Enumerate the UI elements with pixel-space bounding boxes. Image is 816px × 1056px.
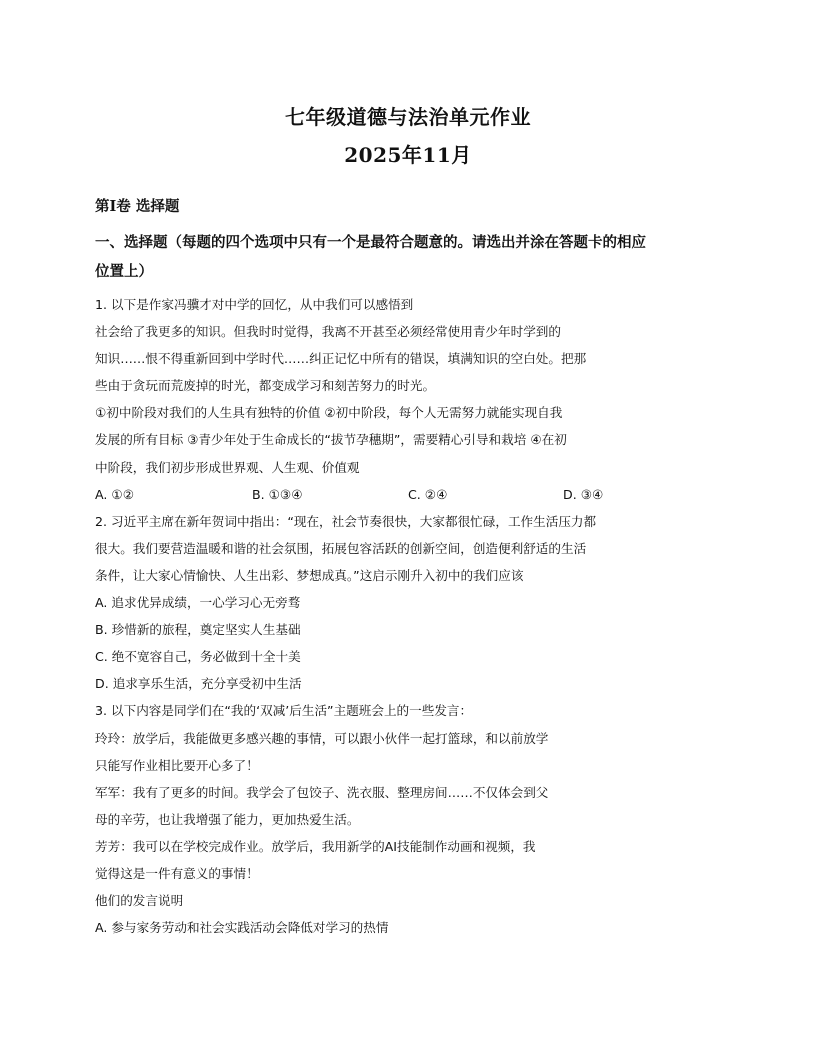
question-2-line: 很大。我们要营造温暖和谐的社会氛围，拓展包容活跃的创新空间，创造便利舒适的生活 xyxy=(95,540,587,556)
question-2-line: 条件，让大家心情愉快、人生出彩、梦想成真。”这启示刚升入初中的我们应该 xyxy=(95,567,524,583)
part-heading: 第Ⅰ卷 选择题 xyxy=(95,198,180,215)
option-c: C. 绝不宽容自己，务必做到十全十美 xyxy=(95,649,301,665)
questions-body xyxy=(95,291,735,941)
question-3-line: 军军：我有了更多的时间。我学会了包饺子、洗衣服、整理房间……不仅体会到父 xyxy=(95,784,549,800)
question-1-line: 发展的所有目标 ③青少年处于生命成长的“拔节孕穗期”，需要精心引导和栽培 ④在初 xyxy=(95,432,567,448)
question-3-line: 3. 以下内容是同学们在“我的‘双减’后生活”主题班会上的一些发言： xyxy=(95,703,473,719)
option-a: A. ①② xyxy=(95,486,134,502)
question-1-line: 社会给了我更多的知识。但我时时觉得，我离不开甚至必须经常使用青少年时学到的 xyxy=(95,324,561,340)
question-1-line: 1. 以下是作家冯骥才对中学的回忆，从中我们可以感悟到 xyxy=(95,297,414,312)
question-1-line: 些由于贪玩而荒废掉的时光，都变成学习和刻苦努力的时光。 xyxy=(95,378,436,394)
question-1 xyxy=(95,291,735,508)
section-instruction-line-1: 一、选择题（每题的四个选项中只有一个是最符合题意的。请选出并涂在答题卡的相应 xyxy=(95,234,646,251)
question-1-line: 知识……恨不得重新回到中学时代……纠正记忆中所有的错误，填满知识的空白处。把那 xyxy=(95,351,587,367)
question-3-line: 母的辛劳，也让我增强了能力，更加热爱生活。 xyxy=(95,811,360,827)
question-1-line: ①初中阶段对我们的人生具有独特的价值 ②初中阶段，每个人无需努力就能实现自我 xyxy=(95,405,563,421)
question-3-line: 玲玲：放学后，我能做更多感兴趣的事情，可以跟小伙伴一起打篮球，和以前放学 xyxy=(95,730,549,746)
option-b: B. ①③④ xyxy=(252,486,303,502)
question-3 xyxy=(95,697,735,941)
question-2 xyxy=(95,508,735,698)
document-title: 七年级道德与法治单元作业 xyxy=(285,105,531,129)
option-a: A. 追求优异成绩，一心学习心无旁骛 xyxy=(95,595,301,611)
option-c: C. ②④ xyxy=(408,486,448,502)
question-2-line: 2. 习近平主席在新年贺词中指出：“现在，社会节奏很快，大家都很忙碌，工作生活压力都 xyxy=(95,513,597,529)
question-3-line: 只能写作业相比要开心多了！ xyxy=(95,757,259,773)
option-b: B. 珍惜新的旅程，奠定坚实人生基础 xyxy=(95,622,301,638)
question-1-line: 中阶段，我们初步形成世界观、人生观、价值观 xyxy=(95,459,360,475)
question-1-options xyxy=(95,481,735,508)
section-instruction-line-2: 位置上） xyxy=(95,263,153,280)
question-3-line: 觉得这是一件有意义的事情！ xyxy=(95,865,259,881)
option-d: D. 追求享乐生活，充分享受初中生活 xyxy=(95,676,302,692)
option-a: A. 参与家务劳动和社会实践活动会降低对学习的热情 xyxy=(95,920,389,936)
question-3-line: 芳芳：我可以在学校完成作业。放学后，我用新学的AI技能制作动画和视频，我 xyxy=(95,838,536,854)
document-date: 2025年11月 xyxy=(344,143,472,167)
option-d: D. ③④ xyxy=(563,486,604,502)
question-3-line: 他们的发言说明 xyxy=(95,893,184,909)
